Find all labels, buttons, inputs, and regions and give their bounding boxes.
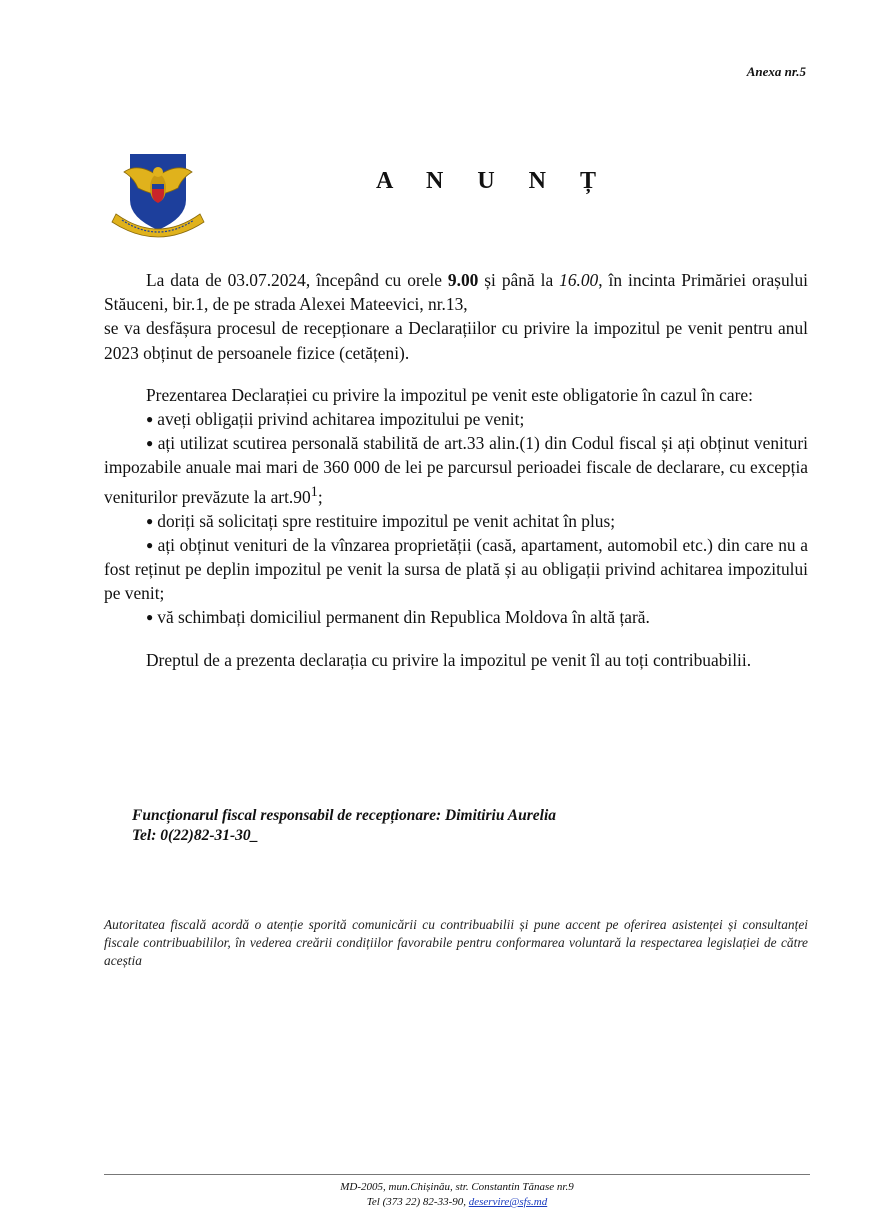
announcement-body: [104, 268, 808, 672]
bullet-item: ● doriți să solicitați spre restituire impozitul pe venit achitat în plus;: [146, 510, 616, 531]
bullet-icon: ●: [146, 610, 154, 625]
intro-paragraph-cont: se va desfășura procesul de recepționare a Declarațiilor cu privire la impozitul pe venit pentru anul 2023 obținut de persoanele fizice (cetățeni).: [104, 318, 808, 363]
officer-name: Funcționarul fiscal responsabil de recepționare: Dimitiriu Aurelia: [132, 807, 556, 824]
right-statement: Dreptul de a prezenta declarația cu privire la impozitul pe venit îl au toți contribuabilii.: [146, 649, 752, 670]
bullet-icon: ●: [146, 412, 154, 427]
officer-phone: Tel: 0(22)82-31-30_: [132, 827, 259, 844]
fiscal-authority-note: Autoritatea fiscală acordă o atenție sporită comunicării cu contribuabilii și pune accent pe oferirea asistenței și consultanței fiscale contribuabililor, în vederea creării condițiilor favorabile pentru conformarea voluntară la respectarea legislației de către aceștia: [104, 917, 808, 968]
annex-label: Anexa nr.5: [746, 64, 806, 79]
footer-contact: [104, 1195, 810, 1210]
bullet-item: ● ați obținut venituri de la vînzarea proprietății (casă, apartament, automobil etc.) din care nu a fost reținut pe deplin impozitul pe venit la sursa de plată și au obligații privind achitarea impozitului pe venit;: [104, 534, 808, 604]
fiscal-service-emblem-icon: [108, 148, 208, 242]
intro-text-2: și până la: [478, 270, 560, 290]
obligation-intro: Prezentarea Declarației cu privire la impozitul pe venit este obligatorie în cazul în care:: [146, 384, 753, 405]
footer-address: MD-2005, mun.Chișinău, str. Constantin Tănase nr.9: [340, 1181, 574, 1193]
officer-contact: [132, 806, 556, 846]
bullet-icon: ●: [146, 513, 154, 528]
email-link[interactable]: deservire@sfs.md: [468, 1196, 548, 1208]
footer-divider: [104, 1174, 810, 1175]
bullet-icon: ●: [146, 436, 154, 451]
intro-paragraph: [104, 268, 808, 316]
end-time: 16.00: [559, 270, 599, 290]
intro-text-1: La data de 03.07.2024, începând cu orele: [146, 270, 448, 290]
footer: [104, 1180, 810, 1210]
intro-text-3: , în incinta Primăriei orașului Stăuceni, bir.1, de pe strada Alexei Mateevici, nr.13,: [104, 270, 808, 315]
footer-phone: Tel (373 22) 82-33-90,: [366, 1196, 469, 1208]
start-time: 9.00: [447, 270, 479, 290]
bullet-item: ● ați utilizat scutirea personală stabilită de art.33 alin.(1) din Codul fiscal și ați obținut venituri impozabile anuale mai mari de 360 000 de lei pe parcursul perioadei fiscale de declarare, cu excepția veniturilor prevăzute la $art.90^1$;: [104, 433, 808, 507]
footnote-sup: 1: [310, 483, 318, 500]
bullet-icon: ●: [146, 537, 154, 552]
page-title: A N U N Ț: [376, 168, 611, 194]
bullet-item: ● aveți obligații privind achitarea impozitului pe venit;: [146, 409, 525, 430]
bullet-item: ● vă schimbați domiciliul permanent din Republica Moldova în altă țară.: [146, 607, 650, 628]
